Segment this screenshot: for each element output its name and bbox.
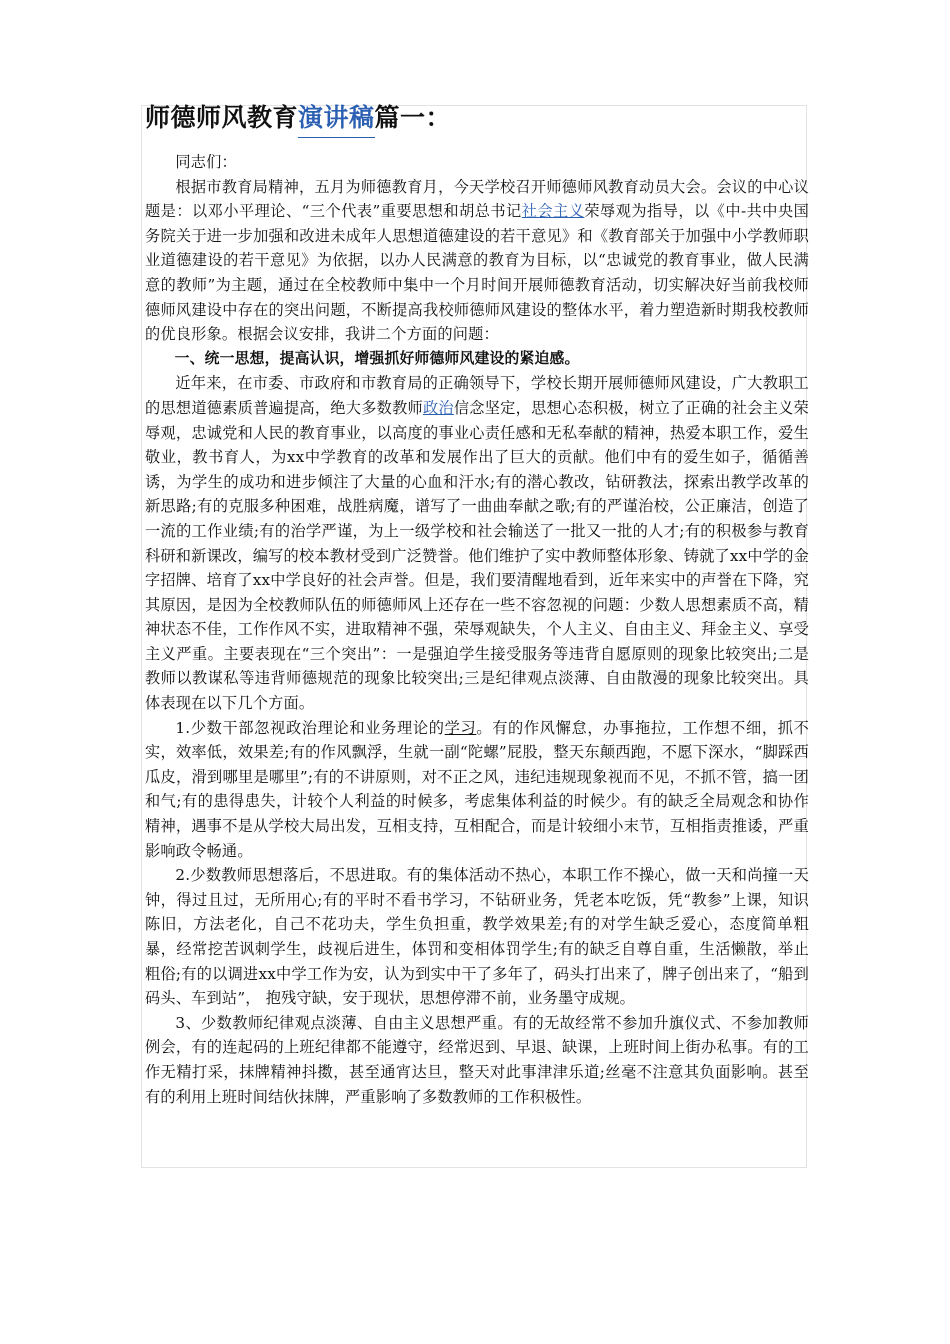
link-socialism[interactable]: 社会主义 [521,202,585,221]
point-1-text-b: 。有的作风懈怠，办事拖拉，工作想不细，抓不实，效率低，效果差;有的作风飘浮，生就一副“陀螺”屁股，整天东颠西跑，不愿下深水，“脚踩西瓜皮，滑到哪里是哪里”;有的不讲原则，对不正之风，违纪违规现象视而不见，不抓不管，搞一团和气;有的患得患失，计较个人利益的时候多，考虑集体利益的时候少。有的缺乏全局观念和协作精神，遇事不是从学校大局出发，互相支持，互相配合，而是计较细小末节，互相指责推诿，严重影响政令畅通。 [145,718,810,860]
link-politics[interactable]: 政治 [422,398,454,417]
title-text-after: 篇一： [374,103,452,132]
greeting-paragraph: 同志们： [175,153,237,171]
point-2-paragraph: 2.少数教师思想落后，不思进取。有的集体活动不热心，本职工作不操心，做一天和尚撞一天钟，得过且过，无所用心;有的平时不看书学习，不钻研业务，凭老本吃饭，凭“教参”上课，知识陈旧，方法老化，自己不花功夫，学生负担重，教学效果差;有的对学生缺乏爱心，态度简单粗暴，经常挖苦讽刺学生，歧视后进生，体罚和变相体罚学生;有的缺乏自尊自重，生活懒散，举止粗俗;有的以调进xx中学工作为安，认为到实中干了多年了，码头打出来了，牌子创出来了，“船到码头、车到站”， 抱残守缺，安于现状，思想停滞不前，业务墨守成规。 [145,866,809,1008]
page-title [145,96,809,140]
link-study[interactable]: 学习 [444,718,477,737]
document-content [145,96,809,1109]
point-3-paragraph: 3、少数教师纪律观点淡薄、自由主义思想严重。有的无故经常不参加升旗仪式、不参加教师例会，有的连起码的上班纪律都不能遵守，经常迟到、早退、缺课，上班时间上街办私事。有的工作无精打采，抹牌精神抖擞，甚至通宵达旦，整天对此事津津乐道;丝毫不注意其负面影响。甚至有的利用上班时间结伙抹牌，严重影响了多数教师的工作积极性。 [145,1013,809,1106]
document-body [145,150,809,1109]
intro-text-b: 荣辱观为指导，以《中-共中央国务院关于进一步加强和改进未成年人思想道德建设的若干意见》和《教育部关于加强中小学教师职业道德建设的若干意见》为依据，以办人民满意的教育为目标，以“忠诚党的教育事业，做人民满意的教师”为主题，通过在全校教师中集中一个月时间开展师德教育活动，切实解决好当前我校师德师风建设中存在的突出问题，不断提高我校师德师风建设的整体水平，着力塑造新时期我校教师的优良形象。根据会议安排，我讲二个方面的问题： [145,202,809,344]
title-link-speech[interactable]: 演讲稿 [298,96,375,140]
point-1-text-a: 1.少数干部忽视政治理论和业务理论的 [175,718,445,737]
intro-paragraph [145,175,809,347]
situation-paragraph [145,371,809,715]
situation-text-b: 信念坚定，思想心态积极，树立了正确的社会主义荣辱观，忠诚党和人民的教育事业，以高度的事业心责任感和无私奉献的精神，热爱本职工作，爱生敬业，教书育人，为xx中学教育的改革和发展作出了巨大的贡献。他们中有的爱生如子，循循善诱，为学生的成功和进步倾注了大量的心血和汗水;有的潜心教改，钻研教法，探索出教学改革的新思路;有的克服多种困难，战胜病魔，谱写了一曲曲奉献之歌;有的严谨治校，公正廉洁，创造了一流的工作业绩;有的治学严谨，为上一级学校和社会输送了一批又一批的人才;有的积极参与教育科研和新课改，编写的校本教材受到广泛赞誉。他们维护了实中教师整体形象、铸就了xx中学的金字招牌、培育了xx中学良好的社会声誉。但是，我们要清醒地看到，近年来实中的声誉在下降，究其原因，是因为全校教师队伍的师德师风上还存在一些不容忽视的问题：少数人思想素质不高，精神状态不佳，工作作风不实，进取精神不强，荣辱观缺失，个人主义、自由主义、拜金主义、享受主义严重。主要表现在“三个突出”：一是强迫学生接受服务等违背自愿原则的现象比较突出;二是教师以教谋私等违背师德规范的现象比较突出;三是纪律观点淡薄、自由散漫的现象比较突出。具体表现在以下几个方面。 [145,398,809,713]
situation-text-a: 近年来，在市委、市政府和市教育局的正确领导下，学校长期开展师德师风建设，广大教职工的思想道德素质普遍提高，绝大多数教师 [145,374,809,417]
title-text-before: 师德师风教育 [145,103,299,132]
point-1-paragraph [145,716,809,864]
section-heading-1: 一、统一思想，提高认识，增强抓好师德师风建设的紧迫感。 [174,349,580,367]
intro-text-a: 根据市教育局精神，五月为师德教育月，今天学校召开师德师风教育动员大会。会议的中心议题是：以邓小平理论、“三个代表”重要思想和胡总书记 [145,177,809,221]
